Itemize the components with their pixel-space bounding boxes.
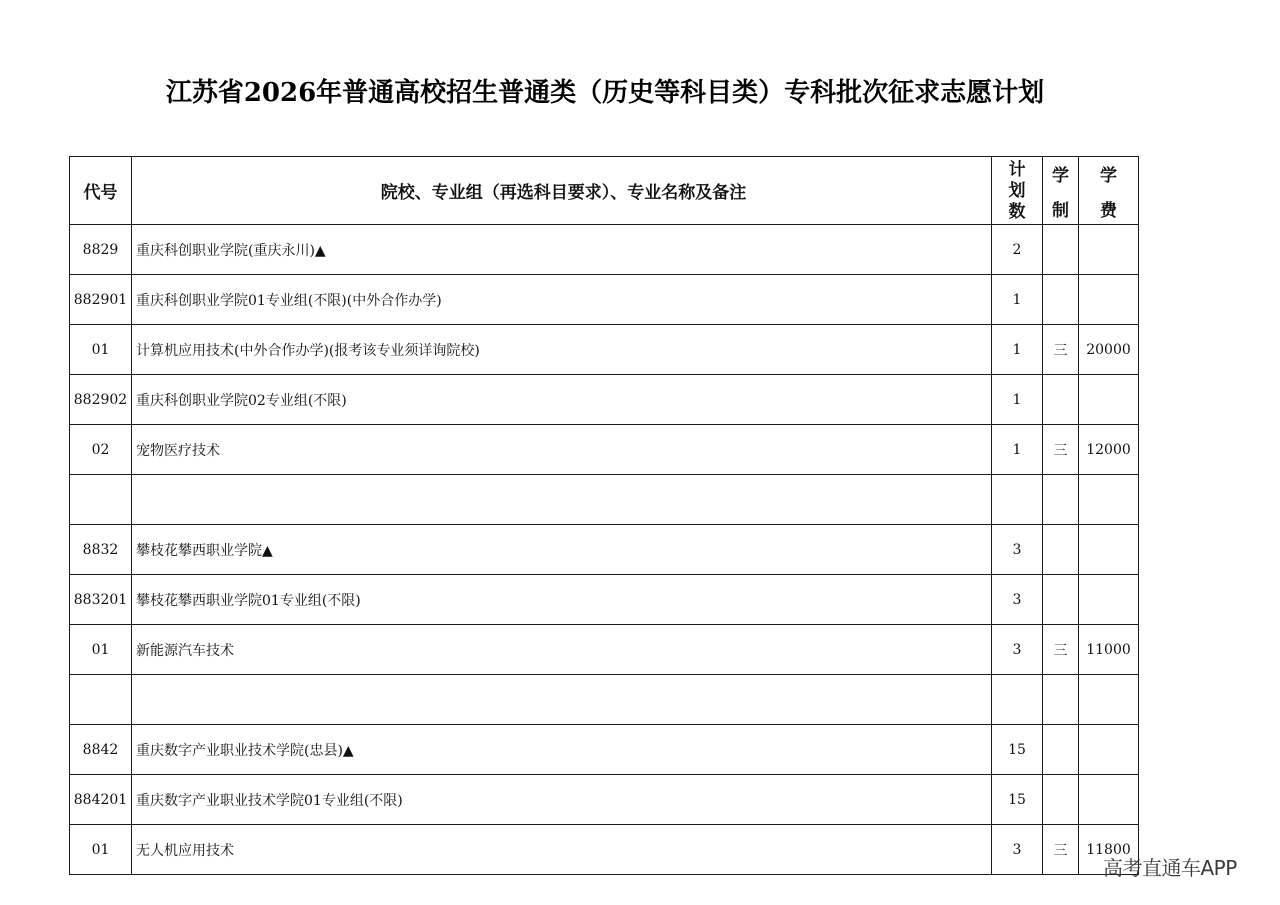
cell-name: 新能源汽车技术 — [132, 625, 992, 675]
cell-code: 8832 — [70, 525, 132, 575]
cell-years — [1043, 725, 1079, 775]
cell-code: 882901 — [70, 275, 132, 325]
cell-plan: 3 — [992, 825, 1043, 875]
table-row-empty — [70, 675, 1139, 725]
cell-name: 重庆数字产业职业技术学院(忠县)▲ — [132, 725, 992, 775]
cell-plan: 1 — [992, 275, 1043, 325]
cell-name: 重庆数字产业职业技术学院01专业组(不限) — [132, 775, 992, 825]
cell-years — [1043, 775, 1079, 825]
table-row — [70, 625, 1139, 675]
cell-code — [70, 475, 132, 525]
table-row — [70, 425, 1139, 475]
header-code: 代号 — [70, 157, 132, 225]
cell-years — [1043, 225, 1079, 275]
cell-name: 计算机应用技术(中外合作办学)(报考该专业须详询院校) — [132, 325, 992, 375]
cell-plan: 2 — [992, 225, 1043, 275]
cell-years: 三 — [1043, 825, 1079, 875]
cell-name: 攀枝花攀西职业学院▲ — [132, 525, 992, 575]
table-row — [70, 275, 1139, 325]
page-title: 江苏省2026年普通高校招生普通类（历史等科目类）专科批次征求志愿计划 — [165, 78, 1045, 108]
cell-fee — [1079, 275, 1139, 325]
cell-code — [70, 675, 132, 725]
watermark: 高考直通车APP — [1103, 856, 1237, 880]
cell-plan: 3 — [992, 625, 1043, 675]
cell-name: 重庆科创职业学院(重庆永川)▲ — [132, 225, 992, 275]
table-row — [70, 375, 1139, 425]
header-plan-char-3: 数 — [1008, 201, 1026, 222]
cell-years — [1043, 375, 1079, 425]
cell-years — [1043, 525, 1079, 575]
cell-code: 8842 — [70, 725, 132, 775]
cell-plan: 3 — [992, 525, 1043, 575]
cell-years — [1043, 675, 1079, 725]
cell-name — [132, 475, 992, 525]
header-name: 院校、专业组（再选科目要求）、专业名称及备注 — [132, 157, 992, 225]
cell-years — [1043, 575, 1079, 625]
cell-fee — [1079, 675, 1139, 725]
cell-name: 无人机应用技术 — [132, 825, 992, 875]
cell-plan: 1 — [992, 425, 1043, 475]
cell-plan — [992, 675, 1043, 725]
cell-fee: 20000 — [1079, 325, 1139, 375]
table-row — [70, 525, 1139, 575]
header-years-char-1: 学 — [1052, 165, 1069, 186]
table-row — [70, 325, 1139, 375]
header-plan — [992, 157, 1043, 225]
cell-fee — [1079, 775, 1139, 825]
table-row — [70, 725, 1139, 775]
cell-fee — [1079, 375, 1139, 425]
header-fee — [1079, 157, 1139, 225]
enrollment-plan-table — [69, 156, 1139, 875]
cell-code: 883201 — [70, 575, 132, 625]
cell-code: 01 — [70, 825, 132, 875]
cell-fee: 11800 — [1079, 825, 1139, 875]
cell-fee — [1079, 475, 1139, 525]
cell-plan: 1 — [992, 375, 1043, 425]
cell-name: 重庆科创职业学院02专业组(不限) — [132, 375, 992, 425]
cell-fee — [1079, 575, 1139, 625]
header-years-char-2: 制 — [1052, 200, 1069, 221]
cell-name: 宠物医疗技术 — [132, 425, 992, 475]
cell-plan — [992, 475, 1043, 525]
cell-code: 02 — [70, 425, 132, 475]
header-fee-char-1: 学 — [1100, 165, 1117, 186]
cell-name: 重庆科创职业学院01专业组(不限)(中外合作办学) — [132, 275, 992, 325]
cell-code: 882902 — [70, 375, 132, 425]
cell-plan: 15 — [992, 775, 1043, 825]
cell-fee: 12000 — [1079, 425, 1139, 475]
cell-years — [1043, 275, 1079, 325]
table-row — [70, 225, 1139, 275]
cell-plan: 3 — [992, 575, 1043, 625]
cell-code: 01 — [70, 625, 132, 675]
cell-code: 01 — [70, 325, 132, 375]
cell-years: 三 — [1043, 325, 1079, 375]
header-plan-char-1: 计 — [1008, 159, 1026, 180]
cell-fee — [1079, 225, 1139, 275]
cell-years: 三 — [1043, 625, 1079, 675]
table-row — [70, 825, 1139, 875]
cell-years: 三 — [1043, 425, 1079, 475]
table-row — [70, 775, 1139, 825]
cell-name — [132, 675, 992, 725]
table-row — [70, 575, 1139, 625]
cell-plan: 15 — [992, 725, 1043, 775]
cell-code: 884201 — [70, 775, 132, 825]
cell-years — [1043, 475, 1079, 525]
table-row-empty — [70, 475, 1139, 525]
table-header-row — [70, 157, 1139, 225]
cell-name: 攀枝花攀西职业学院01专业组(不限) — [132, 575, 992, 625]
cell-fee — [1079, 525, 1139, 575]
header-plan-char-2: 划 — [1008, 180, 1026, 201]
cell-fee: 11000 — [1079, 625, 1139, 675]
cell-plan: 1 — [992, 325, 1043, 375]
cell-fee — [1079, 725, 1139, 775]
header-years — [1043, 157, 1079, 225]
cell-code: 8829 — [70, 225, 132, 275]
header-fee-char-2: 费 — [1100, 200, 1117, 221]
